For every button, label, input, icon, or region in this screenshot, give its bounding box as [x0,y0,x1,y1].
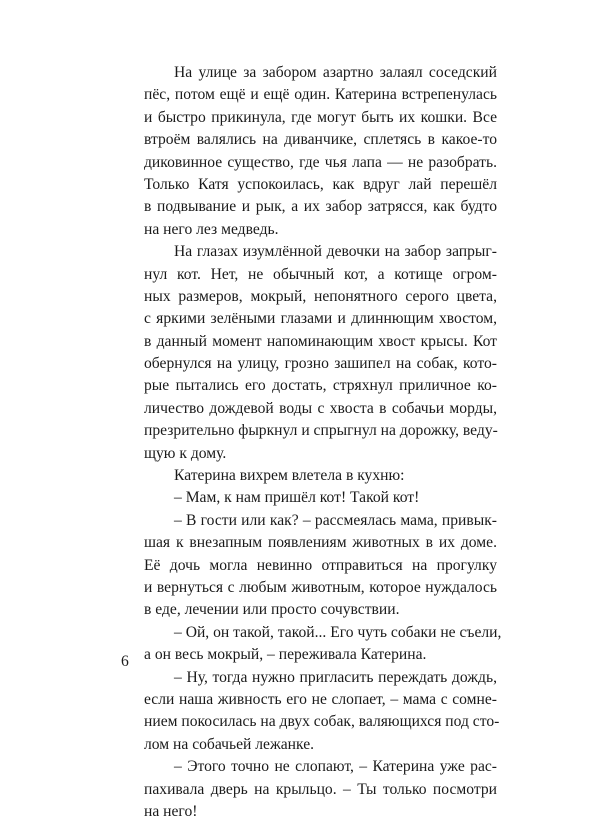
text-line: с яркими зелёными глазами и длиннющим хвостом, [144,310,497,328]
text-line: На улице за забором азартно залаял соседский [174,64,497,81]
body-text [144,62,502,823]
text-line: и вернуться с любым животным, которое нуждалось [144,578,497,596]
text-line: ных размеров, мокрый, непонятного серого цвета, [144,287,497,305]
text-line: нул кот. Нет, не обычный кот, а котище огром- [144,265,497,283]
text-line: – Мам, к нам пришёл кот! Такой кот! [174,489,420,507]
text-line: если наша живность его не слопает, – мама с сомне- [144,690,497,708]
text-line: в еде, лечении или просто сочувствии. [144,601,400,619]
text-line: – В гости или как? – рассмеялась мама, привык- [174,511,497,529]
text-line: втроём валялись на диванчике, сплетясь в какое-то [144,131,497,149]
text-line: – Этого точно не слопают, – Катерина уже рас- [174,758,497,776]
text-line: Только Катя успокоилась, как вдруг лай перешёл [144,175,497,193]
text-line: Её дочь могла невинно отправиться на прогулку [144,556,497,574]
text-line: в данный момент напоминающим хвост крысы. Кот [144,332,497,350]
text-line: обернулся на улицу, грозно зашипел на собак, кото- [144,355,497,373]
text-line: на него! [144,802,198,820]
text-line: презрительно фыркнул и спрыгнул на дорожку, веду- [144,422,498,440]
text-line: пахивала дверь на крыльцо. – Ты только посмотри [144,780,497,798]
text-line: На глазах изумлённой девочки на забор запрыг- [174,243,497,261]
text-line: в подвывание и рык, а их забор затрясся, как будто [144,198,497,216]
text-line: на него лез медведь. [144,220,279,238]
text-line: лом на собачьей лежанке. [144,735,315,753]
text-line: рые пытались его достать, стряхнул приличное ко- [144,377,497,395]
text-line: – Ну, тогда нужно пригласить переждать дождь, [174,668,497,686]
text-line: и быстро прикинула, где могут быть их кошки. Все [144,108,497,126]
text-line: нием покосилась на двух собак, валяющихся под сто- [144,713,500,731]
text-line: диковинное существо, где чья лапа — не разобрать. [144,153,497,171]
text-line: – Ой, он такой, такой... Его чуть собаки не съели, [174,623,502,641]
text-line: шая к внезапным появлениям животных в их доме. [144,534,497,552]
text-line: а он весь мокрый, – переживала Катерина. [144,646,427,664]
text-line: пёс, потом ещё и ещё один. Катерина встрепенулась [144,86,497,104]
text-line: Катерина вихрем влетела в кухню: [174,467,405,485]
text-line: личество дождевой воды с хвоста в собачьи морды, [144,399,497,417]
page-number: 6 [121,653,129,670]
text-line: щую к дому. [144,444,227,462]
